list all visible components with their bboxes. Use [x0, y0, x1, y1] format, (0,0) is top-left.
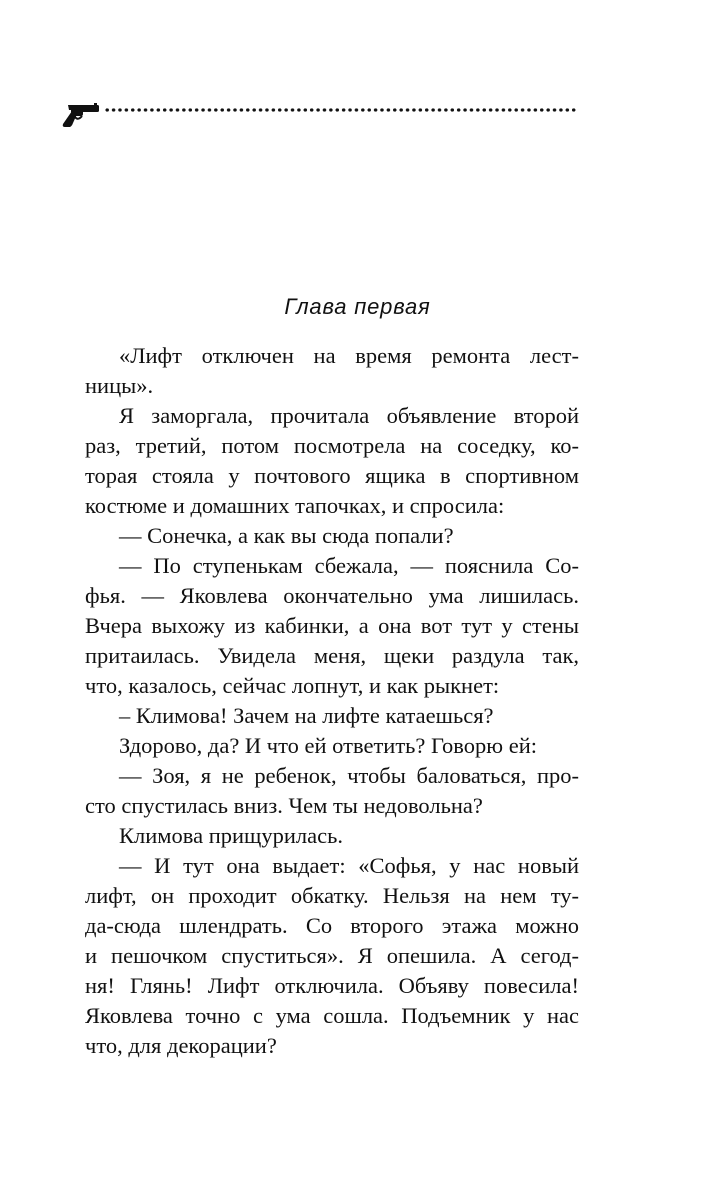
- text-line: — По ступенькам сбежала, — пояснила Со-: [119, 553, 579, 578]
- paragraph: [85, 701, 579, 731]
- body-text: [85, 341, 579, 1061]
- text-line: костюме и домашних тапочках, и спросила:: [85, 493, 505, 518]
- text-line: — Зоя, я не ребенок, чтобы баловаться, про-: [119, 763, 579, 788]
- text-line: что, для декорации?: [85, 1033, 277, 1058]
- paragraph: [85, 731, 579, 761]
- pistol-icon: [60, 102, 100, 128]
- header-ornament: [60, 96, 580, 136]
- chapter-title: Глава первая: [284, 294, 431, 319]
- text-line: — Сонечка, а как вы сюда попали?: [119, 523, 454, 548]
- paragraph: [85, 341, 579, 401]
- text-line: торая стояла у почтового ящика в спортивном: [85, 463, 579, 488]
- paragraph: [85, 851, 579, 1061]
- text-line: да-сюда шлендрать. Со второго этажа можно: [85, 913, 579, 938]
- text-line: Вчера выхожу из кабинки, а она вот тут у стены: [85, 613, 579, 638]
- text-line: Здорово, да? И что ей ответить? Говорю ей:: [119, 733, 537, 758]
- text-line: и пешочком спуститься». Я опешила. А сегод-: [85, 943, 579, 968]
- text-line: — И тут она выдает: «Софья, у нас новый: [119, 853, 579, 878]
- text-line: лифт, он проходит обкатку. Нельзя на нем ту-: [85, 883, 579, 908]
- text-line: – Климова! Зачем на лифте катаешься?: [119, 703, 494, 728]
- text-line: ницы».: [85, 373, 154, 398]
- text-line: что, казалось, сейчас лопнут, и как рыкнет:: [85, 673, 500, 698]
- paragraph: [85, 551, 579, 701]
- paragraph: [85, 821, 579, 851]
- text-line: Яковлева точно с ума сошла. Подъемник у нас: [85, 1003, 579, 1028]
- dotted-rule: [104, 108, 576, 112]
- text-line: Климова прищурилась.: [119, 823, 343, 848]
- paragraph: [85, 521, 579, 551]
- text-line: раз, третий, потом посмотрела на соседку, ко-: [85, 433, 579, 458]
- text-line: ня! Глянь! Лифт отключила. Объяву повесила!: [85, 973, 579, 998]
- text-line: фья. — Яковлева окончательно ума лишилась.: [85, 583, 579, 608]
- text-line: сто спустилась вниз. Чем ты недовольна?: [85, 793, 483, 818]
- paragraph: [85, 761, 579, 821]
- text-line: Я заморгала, прочитала объявление второй: [119, 403, 579, 428]
- paragraph: [85, 401, 579, 521]
- text-line: «Лифт отключен на время ремонта лест-: [119, 343, 579, 368]
- text-line: притаилась. Увидела меня, щеки раздула так,: [85, 643, 579, 668]
